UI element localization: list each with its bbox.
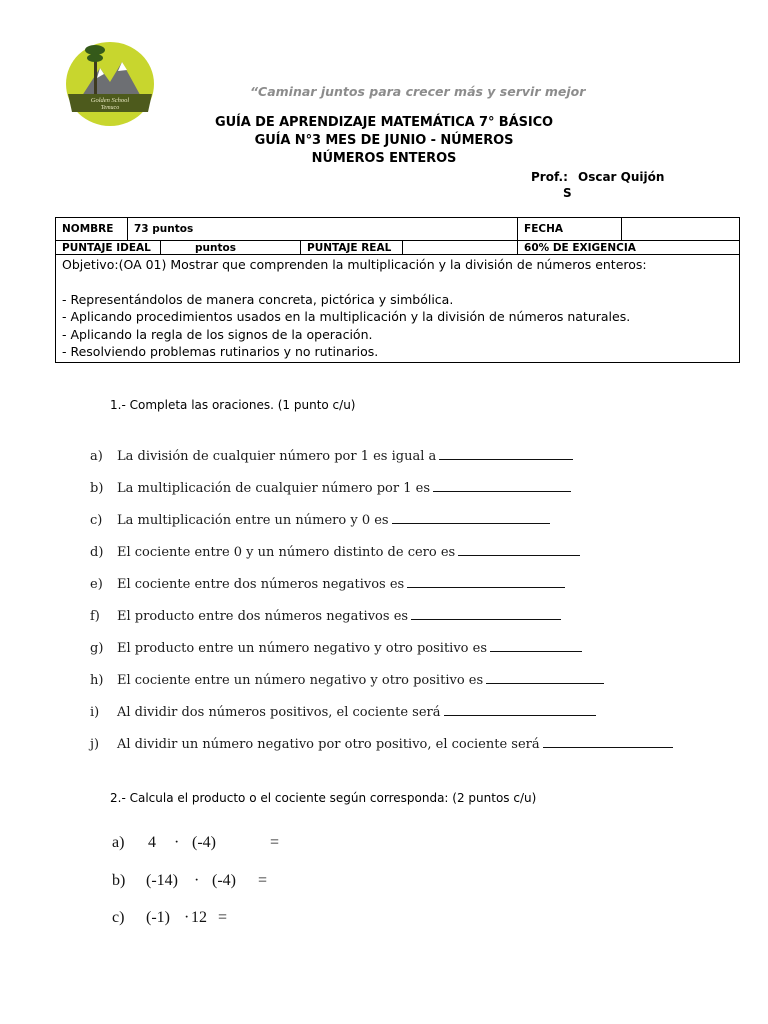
- question-f: f) El producto entre dos números negativos es: [90, 606, 561, 624]
- question-c: c) La multiplicación entre un número y 0 es: [90, 510, 550, 528]
- question-a: a) La división de cualquier número por 1 es igual a: [90, 446, 573, 464]
- school-motto: “Caminar juntos para crecer más y servir mejor: [250, 84, 586, 99]
- answer-blank[interactable]: [407, 574, 565, 588]
- question-j: j) Al dividir un número negativo por otro positivo, el cociente será: [90, 734, 673, 752]
- section2-title: 2.- Calcula el producto o el cociente según corresponda: (2 puntos c/u): [110, 791, 537, 805]
- prof-label: Prof.:: [531, 170, 568, 184]
- page-subtitle: GUÍA N°3 MES DE JUNIO - NÚMEROS: [254, 133, 514, 148]
- page-topic: NÚMEROS ENTEROS: [311, 151, 457, 166]
- objective-box: [56, 255, 740, 363]
- question-h: h) El cociente entre un número negativo y otro positivo es: [90, 670, 604, 688]
- answer-blank[interactable]: [411, 606, 561, 620]
- page-title: GUÍA DE APRENDIZAJE MATEMÁTICA 7° BÁSICO: [215, 115, 553, 130]
- objective-title: Objetivo:(OA 01) Mostrar que comprenden la multiplicación y la división de números enteros:: [62, 257, 647, 272]
- answer-blank[interactable]: [486, 670, 604, 684]
- fecha-label: FECHA: [518, 218, 622, 241]
- nombre-label: NOMBRE: [56, 218, 128, 241]
- puntos-total: 73 puntos: [134, 223, 194, 235]
- puntaje-real-field[interactable]: [403, 241, 518, 255]
- nombre-field[interactable]: [128, 218, 518, 241]
- question-d: d) El cociente entre 0 y un número distinto de cero es: [90, 542, 580, 560]
- svg-text:Temuco: Temuco: [100, 105, 120, 111]
- answer-blank[interactable]: [444, 702, 596, 716]
- objective-item: - Aplicando la regla de los signos de la operación.: [62, 326, 373, 342]
- prof-name-continued: S: [563, 186, 572, 200]
- section1-title: 1.- Completa las oraciones. (1 punto c/u): [110, 398, 356, 412]
- question-i: i) Al dividir dos números positivos, el cociente será: [90, 702, 596, 720]
- puntaje-real-label: PUNTAJE REAL: [301, 241, 403, 255]
- answer-blank[interactable]: [543, 734, 673, 748]
- answer-blank[interactable]: [392, 510, 550, 524]
- exigencia-label: 60% DE EXIGENCIA: [518, 241, 740, 255]
- student-info-table: [55, 217, 740, 363]
- svg-text:Golden School: Golden School: [90, 97, 130, 104]
- prof-name: Oscar Quijón: [578, 170, 665, 184]
- fecha-field[interactable]: [622, 218, 740, 241]
- objective-item: - Aplicando procedimientos usados en la multiplicación y la división de números naturales.: [62, 309, 631, 324]
- objective-item: - Representándolos de manera concreta, pictórica y simbólica.: [62, 291, 454, 307]
- answer-blank[interactable]: [439, 446, 573, 460]
- answer-blank[interactable]: [433, 478, 571, 492]
- answer-blank[interactable]: [490, 638, 582, 652]
- question-e: e) El cociente entre dos números negativos es: [90, 574, 565, 592]
- puntos-label: puntos: [161, 241, 301, 255]
- question-g: g) El producto entre un número negativo y otro positivo es: [90, 638, 582, 656]
- question-b: b) La multiplicación de cualquier número por 1 es: [90, 478, 571, 496]
- objective-item: - Resolviendo problemas rutinarios y no rutinarios.: [62, 344, 379, 359]
- puntaje-ideal-label: PUNTAJE IDEAL: [56, 241, 161, 255]
- answer-blank[interactable]: [458, 542, 580, 556]
